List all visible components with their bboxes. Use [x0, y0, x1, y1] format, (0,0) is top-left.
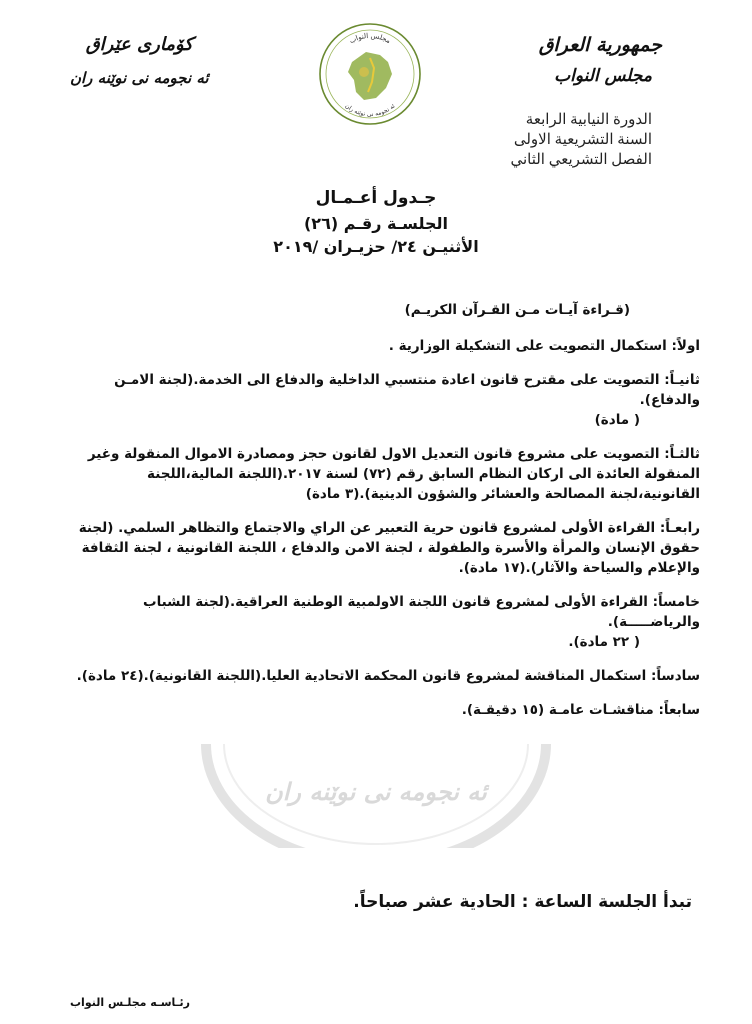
council-name-kurdish: ئه نجومه نی نوێنه ران: [70, 69, 209, 87]
agenda-items: [64, 300, 700, 734]
agenda-item-3: [64, 444, 700, 504]
agenda-item-text: مناقشـات عامـة (١٥ دقيقـة).: [461, 702, 654, 718]
agenda-item-articles: ( ٢٢ مادة).: [568, 634, 640, 650]
agenda-item-label: ثانيـاً:: [664, 372, 700, 388]
agenda-item-text: التصويت على مشروع قانون التعديل الاول لقانون حجز ومصادرة الاموال المنقولة وغير المنقولة العائدة الى اركان النظام السابق رقم (٧٢) لسنة ٢٠١٧.(اللجنة المالية،اللجنة القانونية،لجنة المصالحة والعشائر والشؤون الدينية).(٣ مادة): [87, 446, 700, 502]
session-info-line: السنة التشريعية الاولى: [513, 132, 652, 148]
agenda-item-1: [64, 336, 700, 356]
session-info-line: الدورة النيابية الرابعة: [525, 112, 652, 128]
session-info: [510, 110, 652, 170]
agenda-item-2: [64, 370, 700, 430]
agenda-item-quran: [64, 300, 630, 320]
agenda-item-label: سابعاً:: [658, 702, 700, 718]
header-left: [70, 34, 209, 87]
parliament-logo-icon: [318, 22, 422, 126]
agenda-item-5: [64, 592, 700, 652]
agenda-item-6: [64, 666, 700, 686]
agenda-title: جـدول أعـمـال: [315, 188, 437, 208]
agenda-heading: [0, 188, 752, 256]
header-right: [539, 34, 662, 86]
session-date: الأثنيـن ٢٤/ حزيـران /٢٠١٩: [273, 237, 479, 256]
agenda-item-label: خامساً:: [652, 594, 700, 610]
logo-bottom-text: ئه نجومه نی نوێنه ران: [343, 102, 397, 119]
logo-top-text: مجلس النواب: [348, 31, 392, 46]
watermark-text: ئه نجومه نی نوێنه ران: [265, 778, 487, 806]
session-info-line: الفصل التشريعي الثاني: [510, 152, 652, 168]
session-number: الجلسـة رقـم (٢٦): [303, 214, 448, 233]
watermark-stamp-icon: [196, 738, 556, 848]
agenda-item-text: التصويت على مقترح قانون اعادة منتسبي الداخلية والدفاع الى الخدمة.(لجنة الامـن والدفاع).: [114, 372, 700, 408]
agenda-item-label: رابعـاً:: [659, 520, 700, 536]
agenda-item-text: استكمال المناقشة لمشروع قانون المحكمة الاتحادية العليا.(اللجنة القانونية).(٢٤ مادة).: [76, 668, 647, 684]
republic-name-kurdish: كۆماری عێراق: [85, 34, 193, 55]
presidency-signature: رئـاسـه مجلـس النواب: [70, 996, 190, 1009]
agenda-item-label: سادساً:: [650, 668, 700, 684]
agenda-item-label: اولاً:: [671, 338, 700, 354]
agenda-item-text: القراءة الأولى لمشروع قانون اللجنة الاولمبية الوطنية العراقية.(لجنة الشباب والرياضـــــة).: [143, 594, 700, 630]
agenda-item-text: القراءة الأولى لمشروع قانون حرية التعبير عن الراي والاجتماع والتظاهر السلمي. (لجنة حقوق الإنسان والمرأة والأسرة والطفولة ، لجنة الامن والدفاع ، اللجنة القانونية ، لجنة الثقافة والإعلام والسياحة والآثار).(١٧ مادة).: [78, 520, 700, 576]
council-name: مجلس النواب: [554, 66, 652, 86]
agenda-item-text: (قـراءة آيـات مـن القـرآن الكريـم): [404, 302, 630, 318]
agenda-item-7: [64, 700, 700, 720]
agenda-item-articles: ( مادة): [594, 412, 640, 428]
session-start-time: تبدأ الجلسة الساعة : الحادية عشر صباحاً.: [353, 892, 692, 912]
agenda-item-4: [64, 518, 700, 578]
agenda-item-label: ثالثـاً:: [664, 446, 700, 462]
republic-name: جمهورية العراق: [538, 34, 662, 56]
agenda-item-text: استكمال التصويت على التشكيلة الوزارية .: [388, 338, 667, 354]
